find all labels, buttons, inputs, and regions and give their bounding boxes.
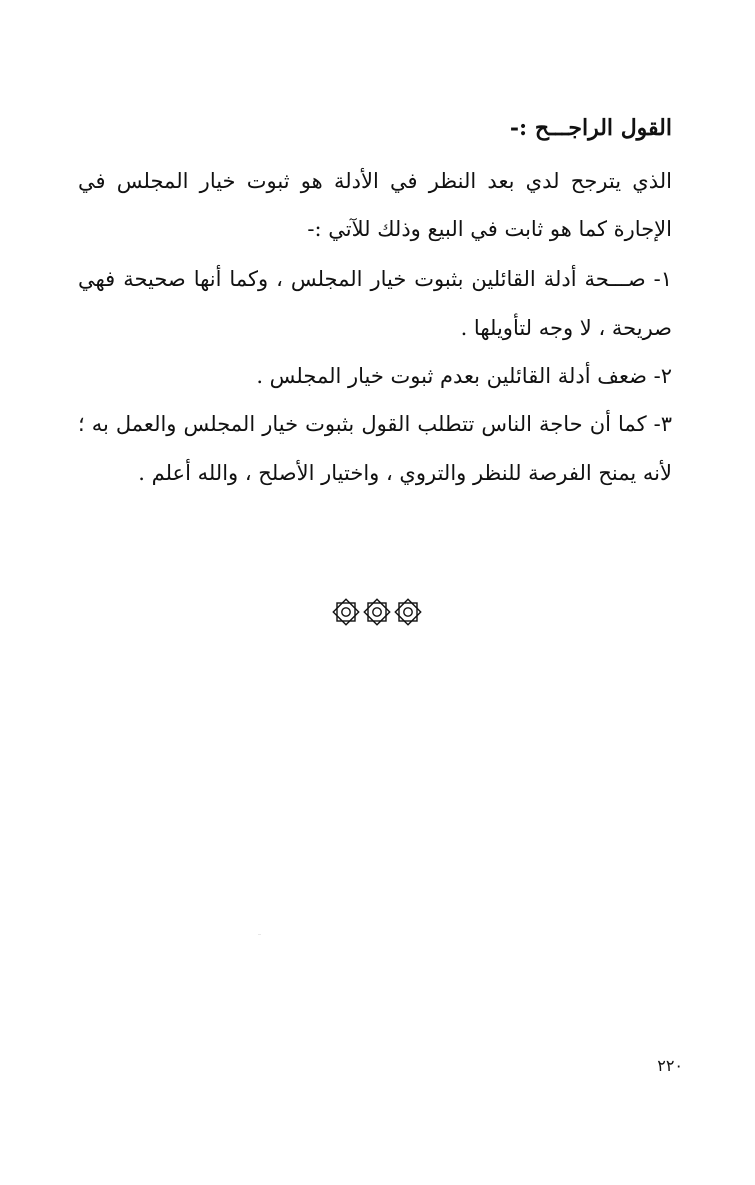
section-heading: القول الراجـــح :-: [509, 115, 672, 141]
three-eight-pointed-stars-icon: [331, 597, 423, 627]
body-text: [78, 0, 672, 520]
point-3-line-2: لأنه يمنح الفرصة للنظر والتروي ، واختيار الأصلح ، والله أعلم .: [138, 461, 672, 485]
paragraph-line-2: الإجارة كما هو ثابت في البيع وذلك للآتي :-: [307, 217, 672, 241]
point-2-line-1: ٢- ضعف أدلة القائلين بعدم ثبوت خيار المجلس .: [256, 364, 672, 388]
paragraph-line-1: الذي يترجح لدي بعد النظر في الأدلة هو ثبوت خيار المجلس في: [78, 169, 672, 193]
page-number: ٢٢٠: [657, 1056, 683, 1075]
point-3-line-1: ٣- كما أن حاجة الناس تتطلب القول بثبوت خيار المجلس والعمل به ؛: [78, 412, 672, 436]
scan-mark: [258, 934, 261, 935]
point-1-line-2: صريحة ، لا وجه لتأويلها .: [460, 316, 672, 340]
point-1-line-1: ١- صـــحة أدلة القائلين بثبوت خيار المجلس ، وكما أنها صحيحة فهي: [78, 267, 672, 291]
